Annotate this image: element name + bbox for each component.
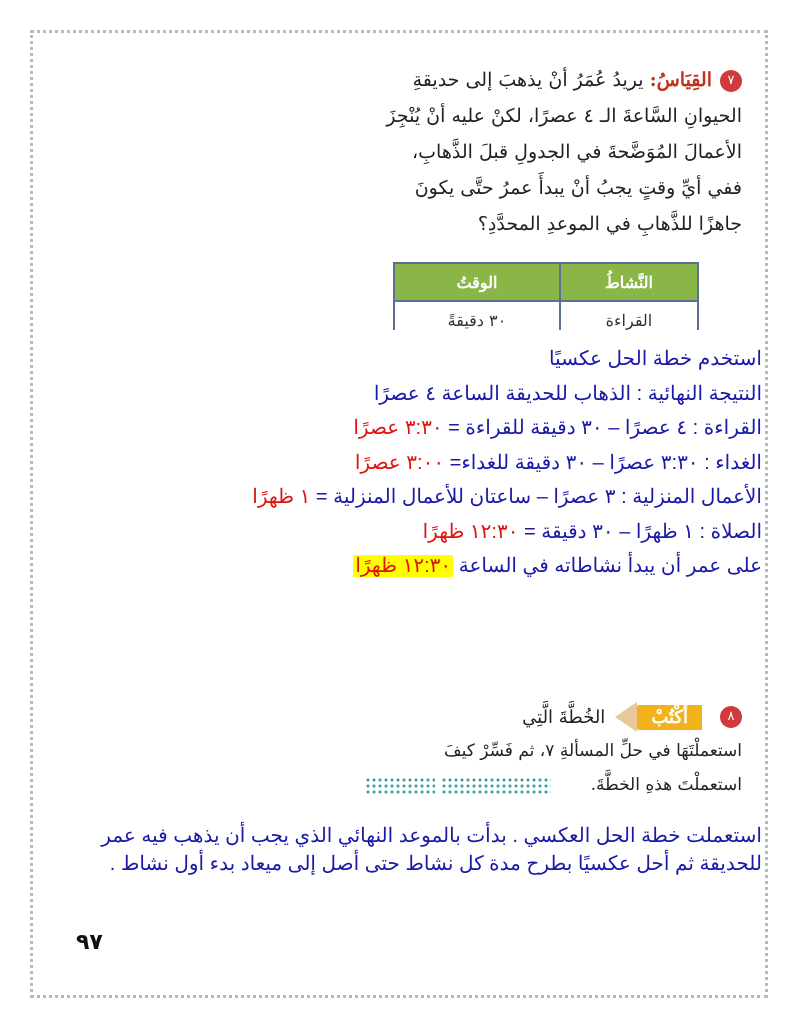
dotted-pattern-icon [441, 777, 551, 795]
answer [42, 822, 762, 878]
answer-line-1: استعملت خطة الحل العكسي . بدأت بالموعد النهائي الذي يجب أن يذهب فيه عمر [101, 825, 762, 847]
table-header-row [394, 263, 698, 301]
write-line-3-text: استعملْتَ هذهِ الخطَّةَ. [590, 775, 742, 795]
question-number-badge: ٧ [720, 70, 742, 92]
write-header [302, 700, 742, 734]
activity-table [393, 262, 699, 338]
page-number: ٩٧ [76, 930, 103, 955]
problem-line-2: الحيوانِ السَّاعةَ الـ ٤ عصرًا، لكنْ عليه أنْ يُنْجِزَ [386, 105, 742, 127]
header-time: الوقتُ [394, 263, 560, 301]
plan-label: الخُطَّةَ الَّتِي [522, 706, 606, 728]
result-housework: ١ ظهرًا [252, 486, 311, 508]
write-line-3 [302, 768, 742, 802]
solution-step-prayer: الصلاة : ١ ظهرًا – ٣٠ دقيقة = [518, 520, 762, 543]
dotted-pattern-icon [365, 777, 435, 795]
problem-8 [302, 700, 742, 802]
result-lunch: ٣:٠٠ عصرًا [354, 451, 445, 474]
result-reading: ٣:٣٠ عصرًا [353, 417, 443, 439]
solution-step-housework: الأعمال المنزلية : ٣ عصرًا – ساعتان للأعمال المنزلية = [310, 486, 762, 508]
problem-line-4: ففي أيِّ وقتٍ يجبُ أنْ يبدأَ عمرُ حتَّى يكونَ [414, 177, 742, 199]
solution-line-4 [42, 446, 762, 481]
problem-line-1 [302, 62, 742, 98]
solution-step-lunch: الغداء : ٣:٣٠ عصرًا – ٣٠ دقيقة للغداء= [444, 451, 762, 474]
problem-text-1: يريدُ عُمَرُ أنْ يذهبَ إلى حديقةِ [412, 69, 644, 91]
pencil-tip-icon [615, 702, 637, 732]
final-answer-highlight: ١٢:٣٠ ظهرًا [355, 555, 452, 577]
table-crop-edge [390, 330, 706, 340]
solution-line-1: استخدم خطة الحل عكسيًا [549, 348, 762, 370]
cell-time: ٣٠ دقيقةً [394, 301, 560, 338]
problem-line-5: جاهزًا للذَّهابِ في الموعدِ المحدَّدِ؟ [477, 213, 742, 235]
solution-line-3 [42, 411, 762, 446]
header-activity: النَّشاطُ [560, 263, 698, 301]
problem-keyword: القِيَاسُ: [649, 69, 712, 91]
cell-activity: القراءة [560, 301, 698, 338]
solution-line-2: النتيجة النهائية : الذهاب للحديقة الساعة ٤ عصرًا [373, 382, 762, 405]
solution-line-6 [42, 515, 762, 550]
question-number-badge: ٨ [720, 706, 742, 728]
problem-line-3: الأعمالَ المُوَضَّحةَ في الجدولِ قبلَ الذَّهابِ، [412, 141, 742, 163]
pencil-label: أكْتُبْ [637, 705, 702, 730]
answer-line-2: للحديقة ثم أحل عكسيًا بطرح مدة كل نشاط حتى أصل إلى ميعاد بدء أول نشاط . [109, 853, 762, 875]
solution-line-7 [42, 549, 762, 584]
problem-7 [302, 62, 742, 242]
solution-step-reading: القراءة : ٤ عصرًا – ٣٠ دقيقة للقراءة = [442, 417, 762, 439]
pencil-icon [615, 702, 702, 732]
result-prayer: ١٢:٣٠ ظهرًا [422, 520, 519, 543]
solution-conclusion: على عمر أن يبدأ نشاطاته في الساعة [453, 555, 762, 577]
solution-line-5 [42, 480, 762, 515]
solution [42, 342, 762, 584]
write-line-2: استعملْتَهَا في حلِّ المسألةِ ٧، ثم فَسِّرْ كيفَ [444, 741, 742, 761]
